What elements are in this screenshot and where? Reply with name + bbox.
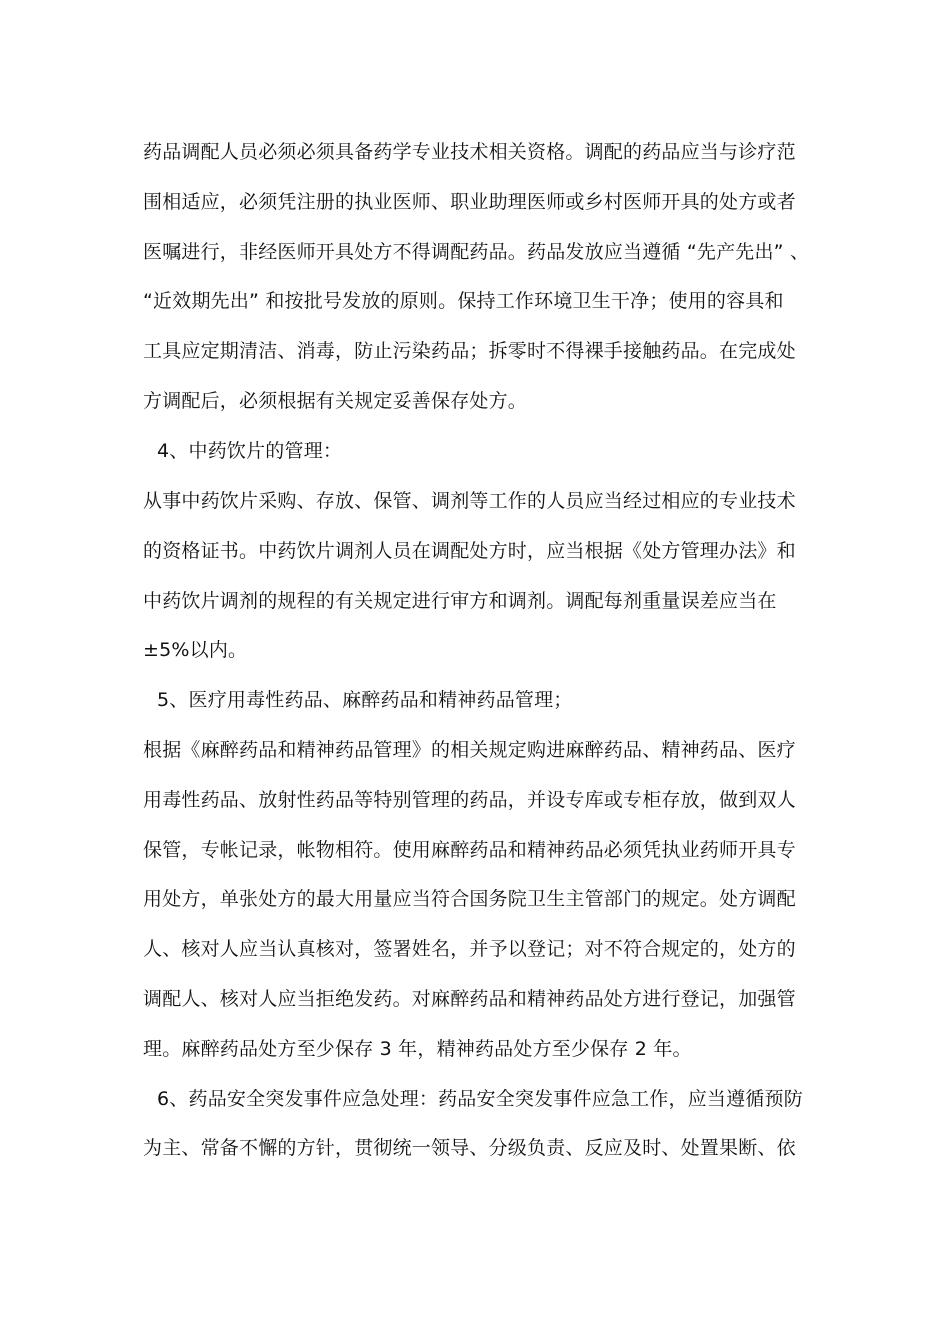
paragraph-line: 围相适应，必须凭注册的执业医师、职业助理医师或乡村医师开具的处方或者 xyxy=(143,191,796,213)
paragraph-line: 保管，专帐记录，帐物相符。使用麻醉药品和精神药品必须凭执业药师开具专 xyxy=(143,839,796,861)
section-heading: 4、中药饮片的管理： xyxy=(157,440,343,462)
paragraph-line: 从事中药饮片采购、存放、保管、调剂等工作的人员应当经过相应的专业技术 xyxy=(143,490,796,512)
paragraph-line: ±5%以内。 xyxy=(143,639,248,661)
paragraph-line: 用毒性药品、放射性药品等特别管理的药品，并设专库或专柜存放，做到双人 xyxy=(143,789,796,811)
paragraph-line: 药品调配人员必须必须具备药学专业技术相关资格。调配的药品应当与诊疗范 xyxy=(143,141,796,163)
paragraph-line: 中药饮片调剂的规程的有关规定进行审方和调剂。调配每剂重量误差应当在 xyxy=(143,590,777,612)
section-heading: 6、药品安全突发事件应急处理：药品安全突发事件应急工作，应当遵循预防 xyxy=(157,1088,803,1110)
paragraph-line: 根据《麻醉药品和精神药品管理》的相关规定购进麻醉药品、精神药品、医疗 xyxy=(143,739,796,761)
paragraph-line: 医嘱进行，非经医师开具处方不得调配药品。药品发放应当遵循 “先产先出” 、 xyxy=(143,241,810,263)
paragraph-line: “近效期先出” 和按批号发放的原则。保持工作环境卫生干净；使用的容具和 xyxy=(143,290,784,312)
paragraph-line: 人、核对人应当认真核对，签署姓名，并予以登记；对不符合规定的，处方的 xyxy=(143,938,796,960)
paragraph-line: 工具应定期清洁、消毒，防止污染药品；拆零时不得裸手接触药品。在完成处 xyxy=(143,340,796,362)
paragraph-line: 的资格证书。中药饮片调剂人员在调配处方时，应当根据《处方管理办法》和 xyxy=(143,540,796,562)
paragraph-line: 调配人、核对人应当拒绝发药。对麻醉药品和精神药品处方进行登记，加强管 xyxy=(143,988,796,1010)
paragraph-line: 用处方，单张处方的最大用量应当符合国务院卫生主管部门的规定。处方调配 xyxy=(143,888,796,910)
paragraph-line: 为主、常备不懈的方针，贯彻统一领导、分级负责、反应及时、处置果断、依 xyxy=(143,1137,796,1159)
paragraph-line: 方调配后，必须根据有关规定妥善保存处方。 xyxy=(143,390,528,412)
section-heading: 5、医疗用毒性药品、麻醉药品和精神药品管理； xyxy=(157,689,573,711)
paragraph-line: 理。麻醉药品处方至少保存 3 年，精神药品处方至少保存 2 年。 xyxy=(143,1038,692,1060)
